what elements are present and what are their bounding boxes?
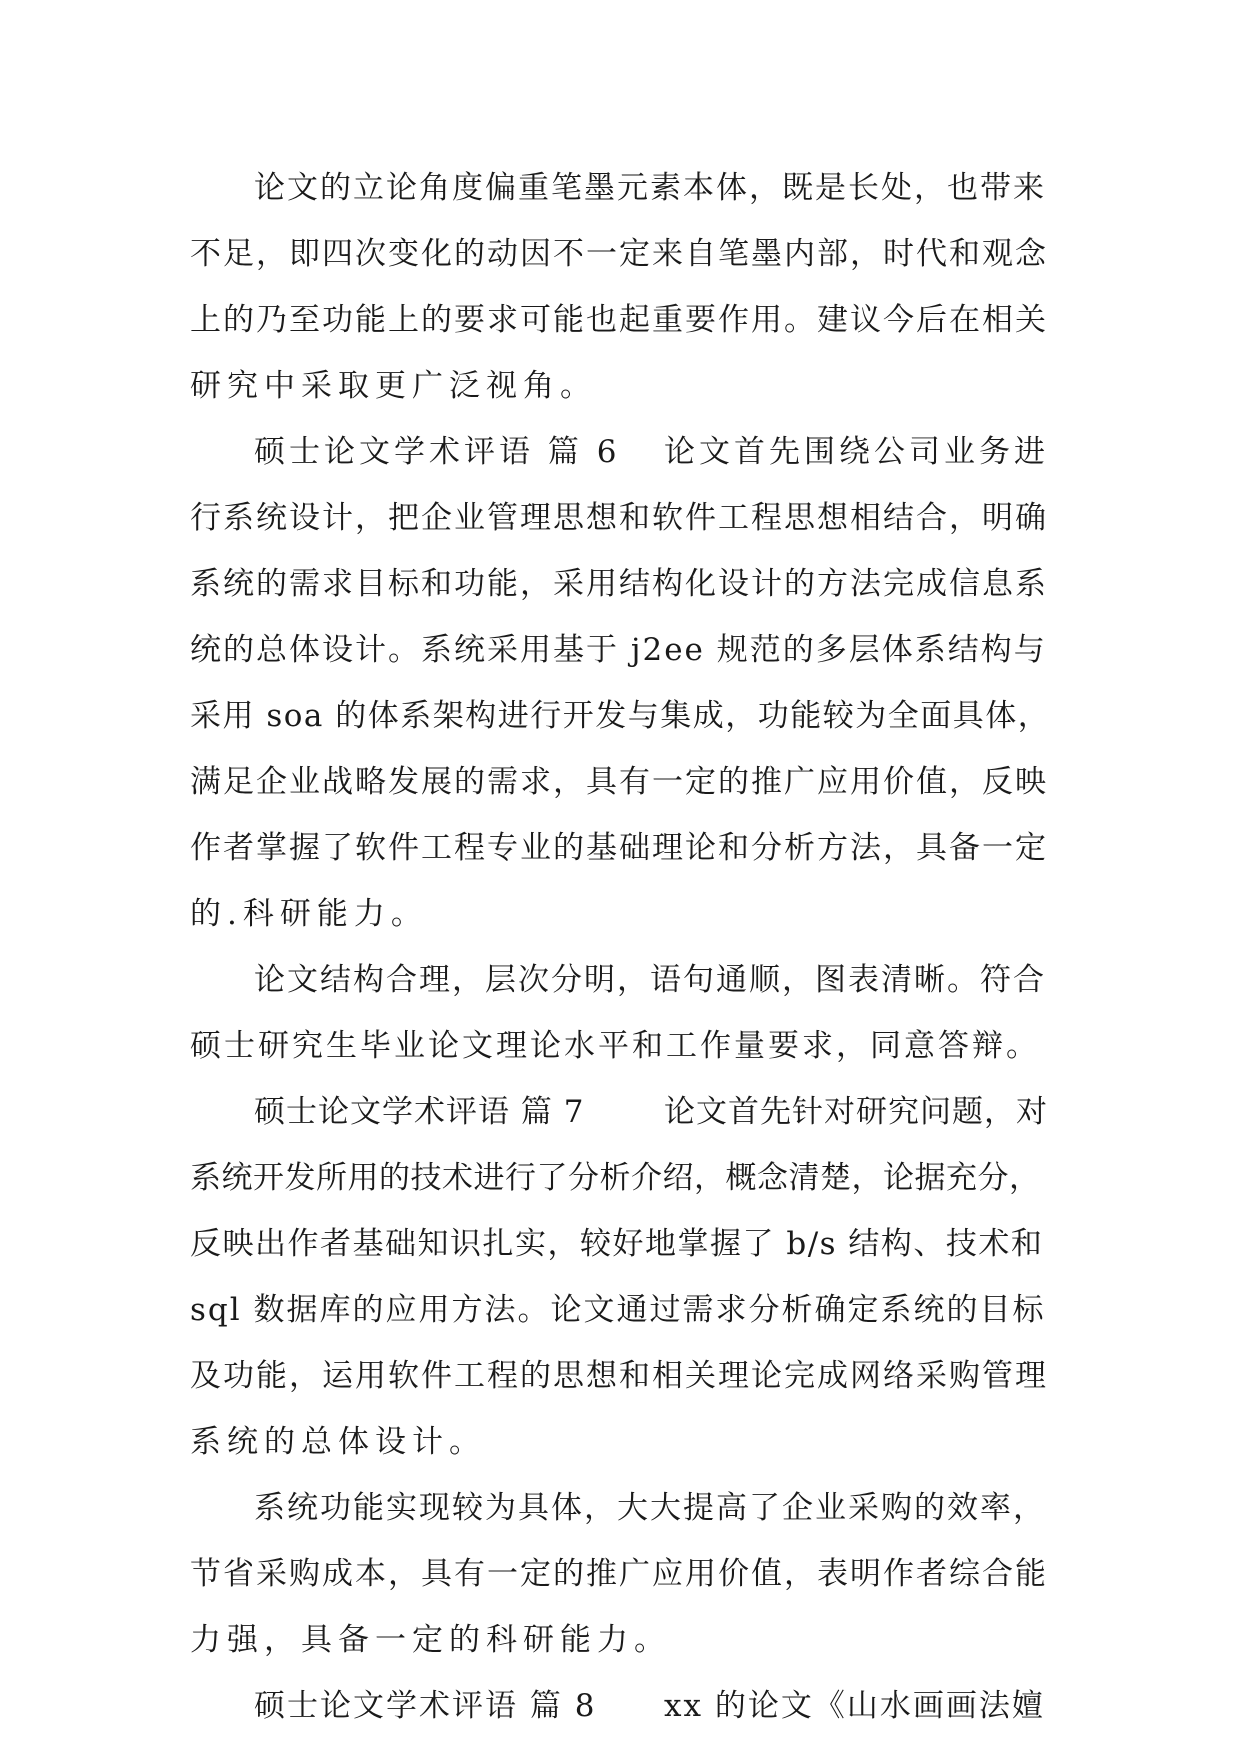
line-text: 论文的立论角度偏重笔墨元素本体，既是长处，也带来	[254, 170, 1046, 206]
line-text: 硕士研究生毕业论文理论水平和工作量要求，同意答辩。	[190, 1028, 1040, 1064]
text-line	[190, 551, 1050, 617]
line-text: 及功能，运用软件工程的思想和相关理论完成网络采购管理	[190, 1358, 1048, 1394]
text-line	[190, 683, 1050, 749]
line-text: 节省采购成本，具有一定的推广应用价值，表明作者综合能	[190, 1556, 1048, 1592]
section-heading-line	[190, 419, 1050, 485]
line-text: 作者掌握了软件工程专业的基础理论和分析方法，具备一定	[190, 830, 1048, 866]
line-text: 满足企业战略发展的需求，具有一定的推广应用价值，反映	[190, 764, 1048, 800]
text-line	[190, 155, 1050, 221]
text-line	[190, 1013, 1050, 1079]
line-text: 统的总体设计。系统采用基于 j2ee 规范的多层体系结构与	[190, 632, 1047, 668]
text-line	[190, 947, 1050, 1013]
text-line	[190, 353, 1050, 419]
section-heading-line	[190, 1673, 1050, 1739]
document-body	[190, 155, 1050, 1739]
line-text: 论文首先围绕公司业务进	[664, 434, 1049, 470]
line-text: 论文结构合理，层次分明，语句通顺，图表清晰。符合	[254, 962, 1046, 998]
line-text: 力强，具备一定的科研能力。	[190, 1622, 671, 1658]
text-line	[190, 815, 1050, 881]
text-line	[190, 1343, 1050, 1409]
text-line	[190, 1475, 1050, 1541]
line-text: 行系统设计，把企业管理思想和软件工程思想相结合，明确	[190, 500, 1048, 536]
section-heading-line	[190, 1079, 1050, 1145]
text-line	[190, 1277, 1050, 1343]
section-heading: 硕士论文学术评语 篇 7	[254, 1094, 585, 1130]
line-text: 系统的总体设计。	[190, 1424, 486, 1460]
line-text: 系统功能实现较为具体，大大提高了企业采购的效率，	[254, 1490, 1046, 1526]
line-text: 的.科研能力。	[190, 896, 428, 932]
text-line	[190, 1409, 1050, 1475]
text-line	[190, 1607, 1050, 1673]
text-line	[190, 1211, 1050, 1277]
section-heading: 硕士论文学术评语 篇 8	[254, 1688, 597, 1724]
line-text: 不足，即四次变化的动因不一定来自笔墨内部，时代和观念	[190, 236, 1048, 272]
text-line	[190, 485, 1050, 551]
text-line	[190, 881, 1050, 947]
line-text: 采用 soa 的体系架构进行开发与集成，功能较为全面具体，	[190, 698, 1051, 734]
text-line	[190, 749, 1050, 815]
line-text: 上的乃至功能上的要求可能也起重要作用。建议今后在相关	[190, 302, 1048, 338]
section-heading: 硕士论文学术评语 篇 6	[254, 434, 621, 470]
line-text: sql 数据库的应用方法。论文通过需求分析确定系统的目标	[190, 1292, 1046, 1328]
line-text: 反映出作者基础知识扎实，较好地掌握了 b/s 结构、技术和	[190, 1226, 1044, 1262]
text-line	[190, 287, 1050, 353]
text-line	[190, 1145, 1050, 1211]
line-text: 系统开发所用的技术进行了分析介绍，概念清楚，论据充分，	[190, 1160, 1041, 1196]
line-text: xx 的论文《山水画画法嬗	[664, 1688, 1045, 1724]
text-line	[190, 1541, 1050, 1607]
text-line	[190, 221, 1050, 287]
line-text: 系统的需求目标和功能，采用结构化设计的方法完成信息系	[190, 566, 1048, 602]
line-text: 论文首先针对研究问题，对	[664, 1094, 1048, 1130]
line-text: 研究中采取更广泛视角。	[190, 368, 597, 404]
text-line	[190, 617, 1050, 683]
